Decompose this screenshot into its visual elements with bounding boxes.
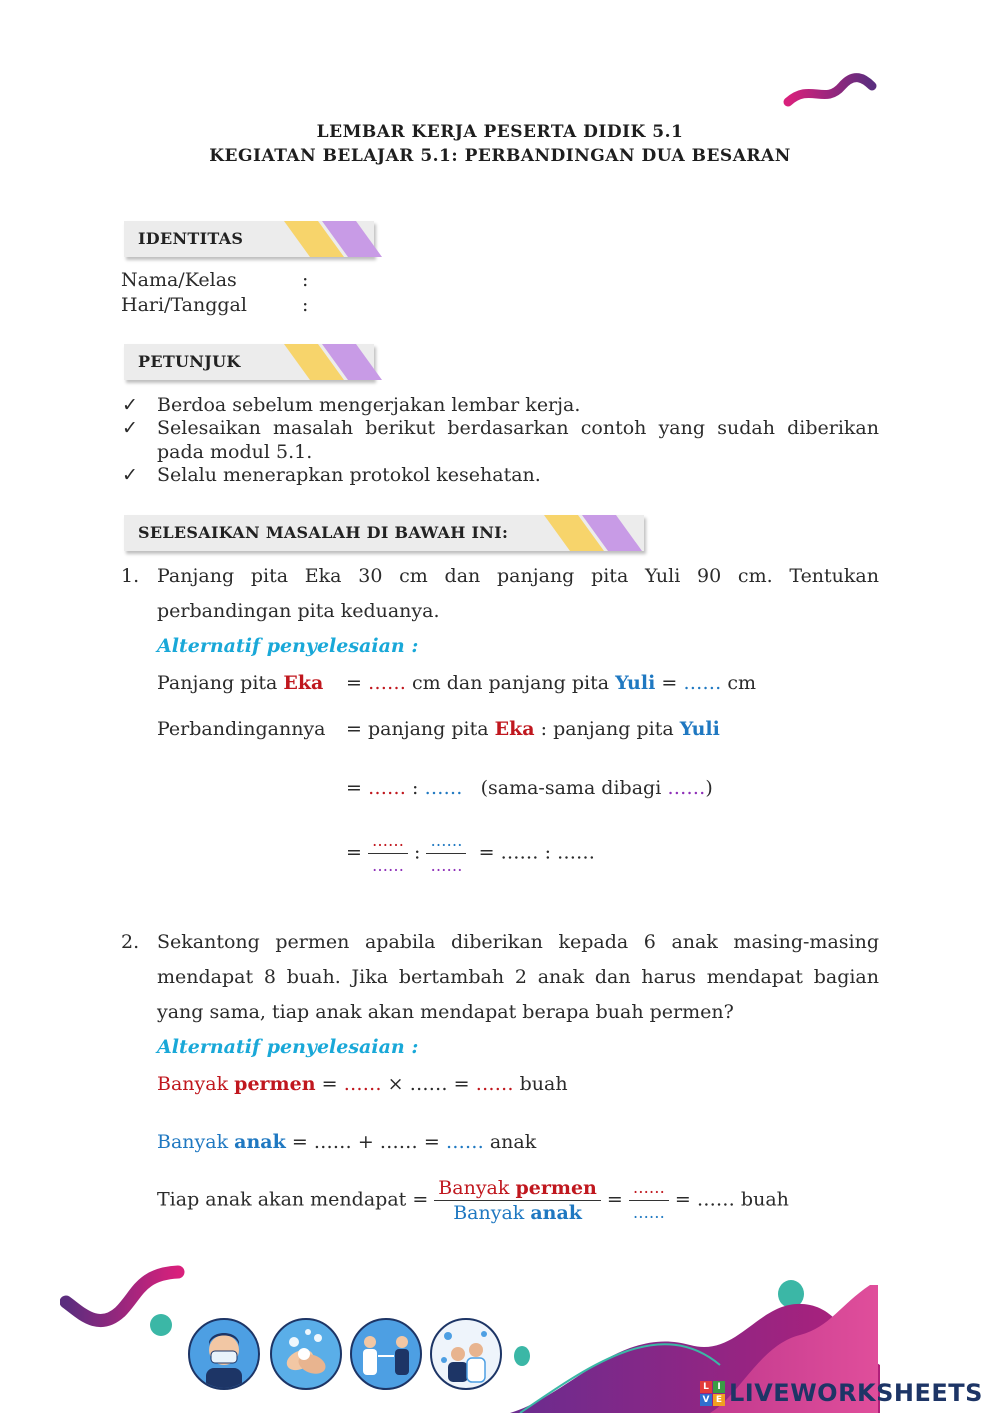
- live-letter: E: [713, 1394, 725, 1406]
- q1-row1-label: Panjang pita: [157, 672, 284, 694]
- identitas-banner: [124, 221, 394, 261]
- blank[interactable]: ……: [313, 1131, 352, 1153]
- handwash-icon: [272, 1320, 340, 1388]
- mask-person-icon: [188, 1318, 260, 1390]
- banner-stripes: [544, 515, 659, 552]
- check-icon: ✓: [122, 394, 138, 416]
- petunjuk-banner: [124, 344, 394, 384]
- q1-row1-value: = …… cm dan panjang pita Yuli = …… cm: [346, 672, 757, 694]
- blank[interactable]: ……: [371, 856, 404, 875]
- fraction: $\frac{\text{Banyak permen}}{\text{Banyak anak}}$: [434, 1177, 601, 1224]
- petunjuk-item: Selalu menerapkan protokol kesehatan.: [157, 464, 541, 486]
- blank[interactable]: ……: [409, 1073, 448, 1095]
- watermark: [700, 1377, 983, 1409]
- decorative-swoosh-top: [780, 62, 890, 122]
- q2-number: 2.: [121, 931, 140, 953]
- q1-text-line2: perbandingan pita keduanya.: [157, 600, 440, 622]
- petunjuk-item: Berdoa sebelum mengerjakan lembar kerja.: [157, 394, 581, 416]
- blank[interactable]: ……: [343, 1073, 382, 1095]
- live-letter: L: [700, 1381, 712, 1393]
- blank[interactable]: ……: [696, 1188, 735, 1211]
- vaccine-icon: [432, 1320, 500, 1388]
- check-icon: ✓: [122, 464, 138, 486]
- banner-stripes: [284, 344, 394, 381]
- watermark-text: LIVEWORKSHEETS: [729, 1379, 983, 1407]
- petunjuk-heading: PETUNJUK: [138, 352, 241, 371]
- q2-text-line2: mendapat 8 buah. Jika bertambah 2 anak dan harus mendapat bagian: [157, 966, 879, 988]
- page-title: LEMBAR KERJA PESERTA DIDIK 5.1: [316, 122, 684, 142]
- q2-row3-label: Tiap anak akan mendapat =: [157, 1188, 429, 1211]
- q1-text-line1: Panjang pita Eka 30 cm dan panjang pita Yuli 90 cm. Tentukan: [157, 565, 879, 587]
- q1-row4: = $\frac{\dots\dots}{\dots\dots}$ : $\frac{\dots\dots}{\dots\dots}$ = …… : ……: [346, 831, 596, 875]
- fraction: [368, 830, 408, 877]
- blank[interactable]: ……: [475, 1073, 514, 1095]
- q1-row1: [157, 671, 323, 695]
- blank[interactable]: ……: [424, 777, 463, 799]
- q1-row2-label: Perbandingannya: [157, 718, 326, 740]
- q1-alt-label: Alternatif penyelesaian :: [157, 635, 419, 657]
- blank[interactable]: ……: [430, 856, 463, 875]
- q2-text-line1: Sekantong permen apabila diberikan kepada 6 anak masing-masing: [157, 931, 879, 953]
- q2-row1: Banyak permen = …… × …… = …… buah: [157, 1073, 568, 1095]
- q1-number: 1.: [121, 565, 140, 587]
- blank[interactable]: ……: [426, 830, 466, 854]
- blank[interactable]: ……: [632, 1203, 665, 1222]
- field-label-nama: Nama/Kelas: [121, 269, 237, 291]
- blank[interactable]: ……: [379, 1131, 418, 1153]
- blank[interactable]: ……: [557, 841, 596, 864]
- check-icon: ✓: [122, 417, 138, 439]
- distancing-icon: [350, 1318, 422, 1390]
- decorative-swoosh-bottom-left: [60, 1262, 200, 1342]
- mask-person-icon: [190, 1320, 258, 1388]
- field-sep-nama: :: [302, 269, 309, 291]
- decorative-dot: [150, 1314, 172, 1336]
- banner-stripes: [284, 221, 394, 258]
- soal-heading: SELESAIKAN MASALAH DI BAWAH INI:: [138, 523, 509, 542]
- live-letter: V: [700, 1394, 712, 1406]
- field-sep-hari: :: [302, 294, 309, 316]
- soal-banner: [124, 515, 664, 555]
- q1-row2-value: = panjang pita Eka : panjang pita Yuli: [346, 718, 720, 740]
- page-subtitle: KEGIATAN BELAJAR 5.1: PERBANDINGAN DUA BESARAN: [209, 146, 791, 166]
- blank[interactable]: ……: [445, 1131, 484, 1153]
- blank[interactable]: ……: [367, 672, 406, 694]
- blank[interactable]: ……: [500, 841, 539, 864]
- fraction: [426, 830, 466, 877]
- fraction: [629, 1177, 669, 1224]
- live-logo: [700, 1381, 725, 1406]
- q2-row3: Tiap anak akan mendapat = $\frac{\text{Banyak permen}}{\text{Banyak anak}}$ = $\frac{\dots\dots}{\dots\dots}$ = …… buah: [157, 1177, 789, 1224]
- q2-alt-label: Alternatif penyelesaian :: [157, 1036, 419, 1058]
- petunjuk-item-cont: pada modul 5.1.: [157, 441, 313, 463]
- blank[interactable]: ……: [368, 830, 408, 854]
- field-label-hari: Hari/Tanggal: [121, 294, 247, 316]
- q2-text-line3: yang sama, tiap anak akan mendapat berapa buah permen?: [157, 1001, 734, 1023]
- blank[interactable]: ……: [367, 777, 406, 799]
- blank[interactable]: ……: [683, 672, 722, 694]
- identitas-heading: IDENTITAS: [138, 229, 244, 248]
- vaccine-icon: [430, 1318, 502, 1390]
- petunjuk-item: Selesaikan masalah berikut berdasarkan contoh yang sudah diberikan: [157, 417, 879, 439]
- live-letter: I: [713, 1381, 725, 1393]
- blank[interactable]: ……: [629, 1177, 669, 1201]
- distancing-icon: [352, 1320, 420, 1388]
- blank[interactable]: ……: [667, 777, 706, 799]
- q2-row2: Banyak anak = …… + …… = …… anak: [157, 1131, 537, 1153]
- q1-row3: = …… : …… (sama-sama dibagi ……): [346, 777, 713, 799]
- handwash-icon: [270, 1318, 342, 1390]
- q1-eka: Eka: [283, 672, 324, 694]
